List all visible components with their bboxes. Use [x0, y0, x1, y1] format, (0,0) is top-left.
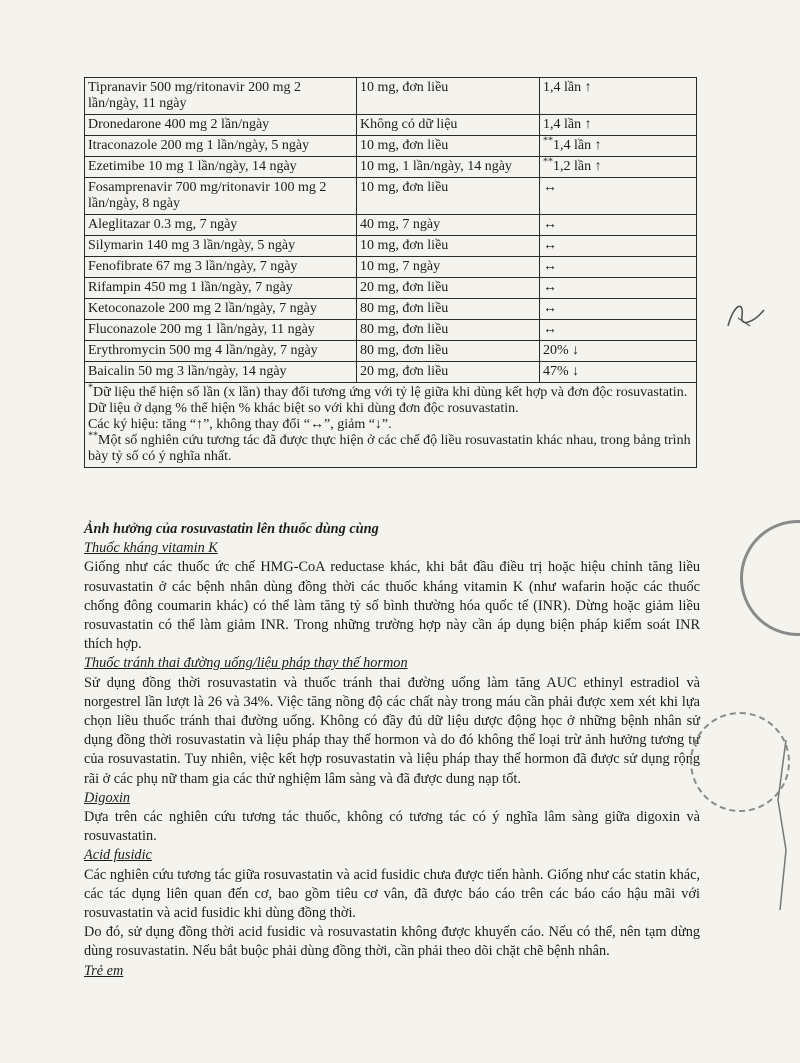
- table-row: [85, 78, 697, 115]
- table-row: [85, 278, 697, 299]
- table-row: [85, 215, 697, 236]
- drug-regimen-cell: Silymarin 140 mg 3 lần/ngày, 5 ngày: [85, 236, 357, 257]
- auc-change-value: ↔: [543, 280, 557, 295]
- table-row: [85, 136, 697, 157]
- footnote-star2: **Một số nghiên cứu tương tác đã được thực hiện ở các chế độ liều rosuvastatin khác nhau, trong bảng trình bày tỷ số có ý nghĩa nhất.: [88, 430, 691, 464]
- rosuvastatin-dose-cell: 10 mg, đơn liều: [357, 136, 540, 157]
- table-row: [85, 115, 697, 136]
- drug-regimen-cell: Rifampin 450 mg 1 lần/ngày, 7 ngày: [85, 278, 357, 299]
- fusidic-acid-paragraph-1: Các nghiên cứu tương tác giữa rosuvastatin và acid fusidic chưa được tiến hành. Giống như các statin khác, các tác dụng liên quan đến cơ, bao gồm tiêu cơ vân, đã được báo cáo trên các báo cáo hậu mãi với rosuvastatin và acid fusidic khi dùng đồng thời.: [84, 866, 700, 922]
- margin-mark-icon: [766, 740, 792, 910]
- oral-contraceptive-paragraph: Sử dụng đồng thời rosuvastatin và thuốc tránh thai đường uống làm tăng AUC ethinyl estradiol và norgestrel lần lượt là 26 và 34%. Việc tăng nồng độ các chất này trong máu cần phải được xem xét khi lựa chọn liều thuốc tránh thai đường uống. Không có đầy đủ dữ liệu dược động học ở những bệnh nhân sử dụng đồng thời rosuvastatin và liệu pháp thay thế hormon và do đó không thể loại trừ ảnh hưởng tương tự của rosuvastatin. Tuy nhiên, việc kết hợp rosuvastatin và liệu pháp thay thế hormon đã được sử dụng rộng rãi ở các phụ nữ tham gia các thử nghiệm lâm sàng và đã được dung nạp tốt.: [84, 674, 700, 787]
- rosuvastatin-dose-cell: 20 mg, đơn liều: [357, 362, 540, 383]
- auc-change-cell: [540, 136, 697, 157]
- rosuvastatin-dose-cell: 10 mg, 1 lần/ngày, 14 ngày: [357, 157, 540, 178]
- table-row: [85, 236, 697, 257]
- drug-regimen-cell: Ezetimibe 10 mg 1 lần/ngày, 14 ngày: [85, 157, 357, 178]
- auc-change-cell: [540, 236, 697, 257]
- footnote-row: [85, 383, 697, 468]
- auc-change-value: ↔: [543, 238, 557, 253]
- table-row: [85, 157, 697, 178]
- vitamin-k-heading: Thuốc kháng vitamin K: [84, 540, 218, 557]
- body-text: [84, 520, 700, 981]
- auc-change-value: ↔: [543, 259, 557, 274]
- rosuvastatin-dose-cell: 80 mg, đơn liều: [357, 320, 540, 341]
- auc-change-value: ↔: [543, 180, 557, 195]
- rosuvastatin-dose-cell: Không có dữ liệu: [357, 115, 540, 136]
- children-heading: Trẻ em: [84, 962, 124, 979]
- auc-change-cell: [540, 157, 697, 178]
- table-row: [85, 341, 697, 362]
- oral-contraceptive-heading: Thuốc tránh thai đường uống/liệu pháp thay thế hormon: [84, 655, 408, 672]
- auc-change-value: 1,4 lần ↑: [553, 138, 602, 153]
- table-row: [85, 178, 697, 215]
- auc-change-cell: [540, 178, 697, 215]
- auc-change-value: 1,4 lần ↑: [543, 80, 592, 95]
- auc-change-cell: [540, 299, 697, 320]
- rosuvastatin-dose-cell: 10 mg, đơn liều: [357, 78, 540, 115]
- auc-change-value: 1,4 lần ↑: [543, 117, 592, 132]
- rosuvastatin-dose-cell: 10 mg, đơn liều: [357, 178, 540, 215]
- auc-change-cell: [540, 278, 697, 299]
- digoxin-paragraph: Dựa trên các nghiên cứu tương tác thuốc, không có tương tác có ý nghĩa lâm sàng giữa digoxin và rosuvastatin.: [84, 809, 700, 845]
- rosuvastatin-dose-cell: 10 mg, 7 ngày: [357, 257, 540, 278]
- auc-change-cell: [540, 257, 697, 278]
- rosuvastatin-dose-cell: 40 mg, 7 ngày: [357, 215, 540, 236]
- signature-mark-icon: [724, 296, 768, 334]
- drug-regimen-cell: Itraconazole 200 mg 1 lần/ngày, 5 ngày: [85, 136, 357, 157]
- rosuvastatin-dose-cell: 80 mg, đơn liều: [357, 299, 540, 320]
- interaction-table-body: [85, 78, 697, 383]
- drug-regimen-cell: Fosamprenavir 700 mg/ritonavir 100 mg 2 lần/ngày, 8 ngày: [85, 178, 357, 215]
- table-row: [85, 320, 697, 341]
- auc-change-cell: [540, 78, 697, 115]
- footnote-cell: [85, 383, 697, 468]
- auc-change-value: ↔: [543, 217, 557, 232]
- table-row: [85, 299, 697, 320]
- auc-change-value: 1,2 lần ↑: [553, 159, 602, 174]
- fusidic-acid-paragraph-2: Do đó, sử dụng đồng thời acid fusidic và rosuvastatin không được khuyến cáo. Nếu có thể, nên tạm dừng dùng rosuvastatin. Nếu bắt buộc phải dùng đồng thời, cần phải theo dõi chặt chẽ bệnh nhân.: [84, 924, 700, 960]
- auc-change-cell: [540, 362, 697, 383]
- table-row: [85, 257, 697, 278]
- drug-regimen-cell: Ketoconazole 200 mg 2 lần/ngày, 7 ngày: [85, 299, 357, 320]
- interaction-table-footnotes: [85, 383, 697, 468]
- footnote-symbols: Các ký hiệu: tăng “↑”, không thay đổi “↔”, giảm “↓”.: [88, 417, 392, 432]
- auc-change-cell: [540, 320, 697, 341]
- fusidic-acid-heading: Acid fusidic: [84, 847, 152, 864]
- rosuvastatin-dose-cell: 10 mg, đơn liều: [357, 236, 540, 257]
- footnote-star1: *Dữ liệu thể hiện số lần (x lần) thay đổi tương ứng với tỷ lệ giữa khi dùng kết hợp và đơn độc rosuvastatin. Dữ liệu ở dạng % thể hiện % khác biệt so với khi dùng đơn độc rosuvastatin.: [88, 382, 688, 416]
- drug-regimen-cell: Tipranavir 500 mg/ritonavir 200 mg 2 lần/ngày, 11 ngày: [85, 78, 357, 115]
- rosuvastatin-dose-cell: 80 mg, đơn liều: [357, 341, 540, 362]
- footnote-marker: **: [543, 156, 553, 168]
- drug-regimen-cell: Aleglitazar 0.3 mg, 7 ngày: [85, 215, 357, 236]
- drug-regimen-cell: Dronedarone 400 mg 2 lần/ngày: [85, 115, 357, 136]
- footnote-marker: **: [543, 135, 553, 147]
- drug-regimen-cell: Baicalin 50 mg 3 lần/ngày, 14 ngày: [85, 362, 357, 383]
- auc-change-cell: [540, 215, 697, 236]
- auc-change-value: ↔: [543, 322, 557, 337]
- rosuvastatin-dose-cell: 20 mg, đơn liều: [357, 278, 540, 299]
- vitamin-k-paragraph: Giống như các thuốc ức chế HMG-CoA reductase khác, khi bắt đầu điều trị hoặc hiệu chỉnh tăng liều rosuvastatin ở các bệnh nhân dùng đồng thời các thuốc kháng vitamin K (như wafarin hoặc các thuốc chống đông coumarin khác) có thể làm tăng tỷ số bình thường hóa quốc tế (INR). Dừng hoặc giảm liều rosuvastatin có thể làm giảm INR. Trong những trường hợp này cần áp dụng biện pháp kiểm soát INR thích hợp.: [84, 559, 700, 653]
- section-heading: Ảnh hưởng của rosuvastatin lên thuốc dùng cùng: [84, 521, 379, 537]
- auc-change-value: 47% ↓: [543, 364, 580, 379]
- table-row: [85, 362, 697, 383]
- drug-regimen-cell: Fenofibrate 67 mg 3 lần/ngày, 7 ngày: [85, 257, 357, 278]
- auc-change-value: 20% ↓: [543, 343, 580, 358]
- digoxin-heading: Digoxin: [84, 789, 131, 806]
- auc-change-cell: [540, 341, 697, 362]
- auc-change-value: ↔: [543, 301, 557, 316]
- interaction-table: [84, 77, 697, 468]
- official-stamp-icon: [740, 520, 800, 636]
- drug-regimen-cell: Fluconazole 200 mg 1 lần/ngày, 11 ngày: [85, 320, 357, 341]
- drug-regimen-cell: Erythromycin 500 mg 4 lần/ngày, 7 ngày: [85, 341, 357, 362]
- auc-change-cell: [540, 115, 697, 136]
